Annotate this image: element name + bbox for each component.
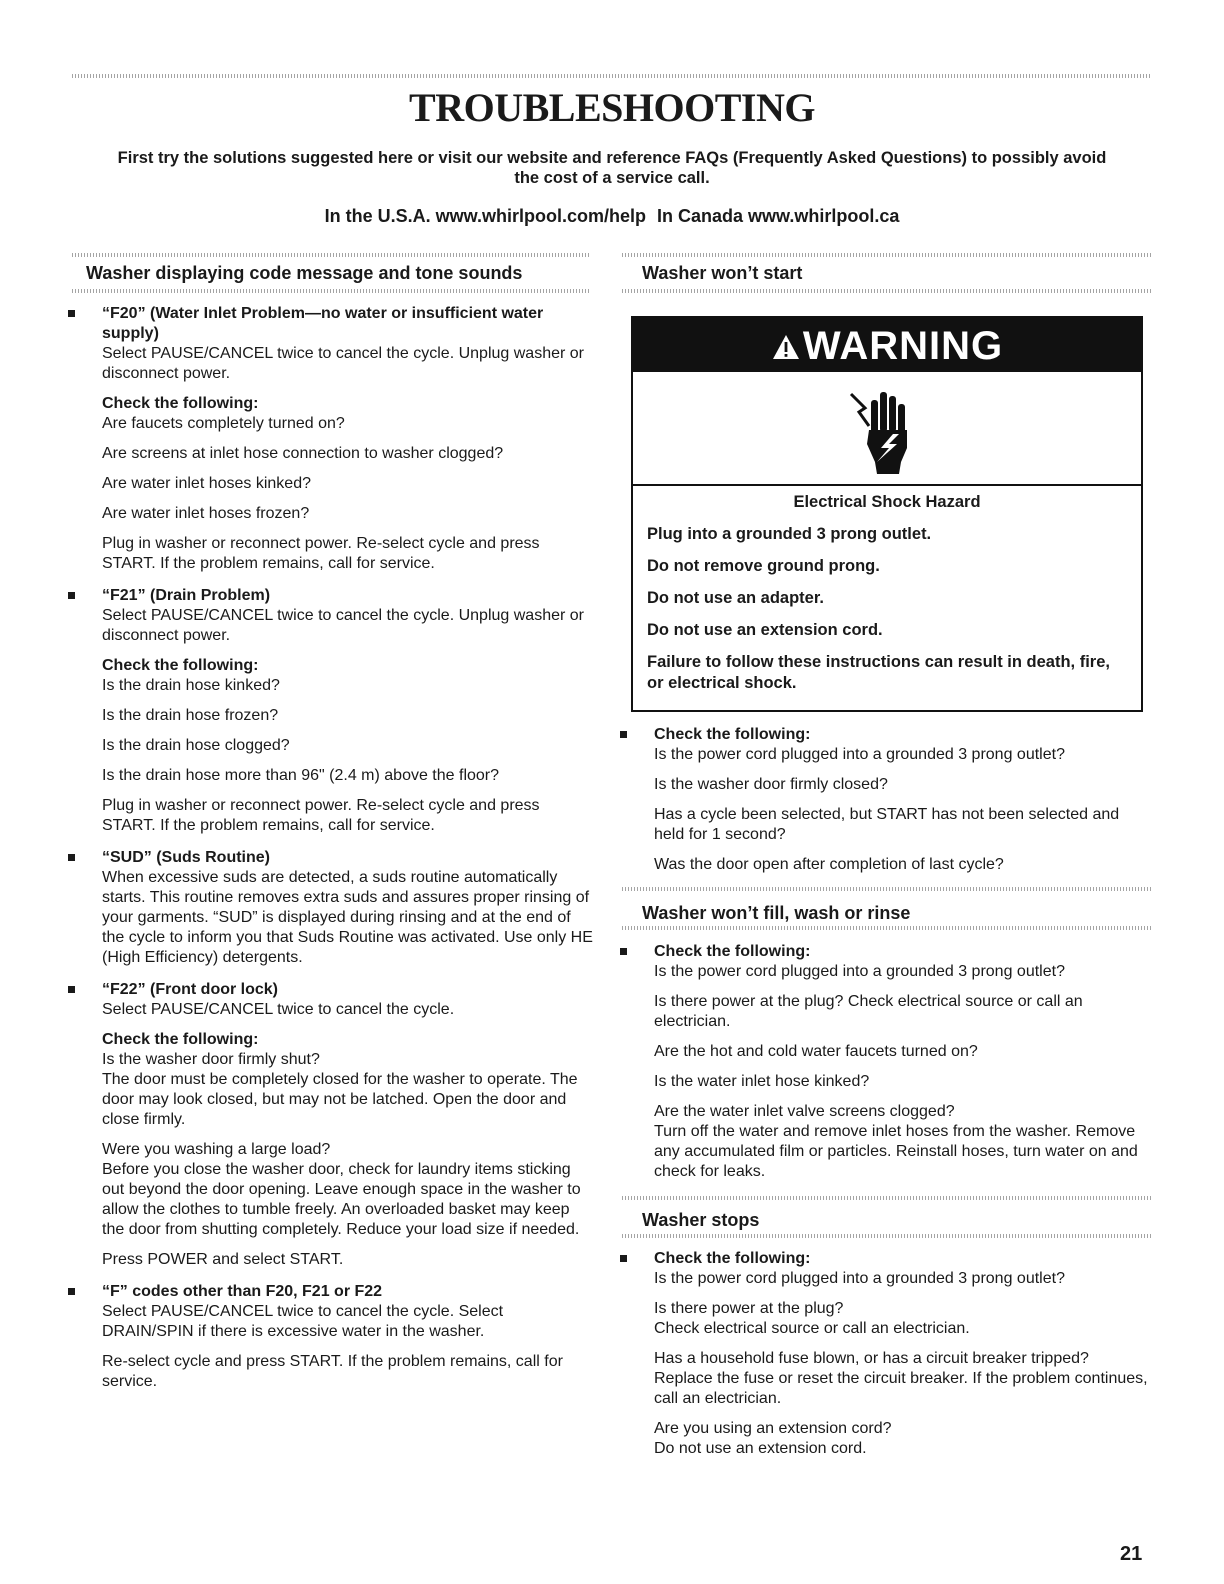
check-line: Is the power cord plugged into a grounded 3 prong outlet? — [654, 963, 1065, 980]
list-item-wont-start — [618, 725, 1148, 875]
check-heading: Check the following: — [654, 726, 811, 743]
warning-icon-area — [633, 372, 1141, 486]
item-heading: “SUD” (Suds Routine) — [102, 849, 270, 866]
check-heading: Check the following: — [102, 657, 259, 674]
page-title: TROUBLESHOOTING — [409, 85, 815, 130]
check-heading: Check the following: — [654, 943, 811, 960]
check-line: Press POWER and select START. — [102, 1251, 344, 1268]
website-ca: In Canada www.whirlpool.ca — [657, 206, 900, 226]
section-title-wont-start: Washer won’t start — [642, 263, 803, 283]
warning-triangle-icon — [771, 333, 801, 361]
bullet-icon — [68, 592, 75, 599]
bullet-icon — [68, 986, 75, 993]
electrical-shock-icon — [837, 378, 917, 478]
item-text: Select PAUSE/CANCEL twice to cancel the cycle. Unplug washer or disconnect power. — [102, 345, 584, 382]
stops-section-rule-top — [622, 1196, 1152, 1200]
check-line: Are the hot and cold water faucets turned on? — [654, 1043, 978, 1060]
list-item-f-other — [66, 1282, 596, 1392]
section-title-wont-fill: Washer won’t fill, wash or rinse — [642, 903, 911, 923]
item-text: When excessive suds are detected, a suds routine automatically starts. This routine removes extra suds and assures proper rinsing of your garments. “SUD” is displayed during rinsing and at the end of the cycle to inform you that Suds Routine was activated. Use only HE (High Efficiency) detergents. — [102, 869, 593, 966]
warning-line: Do not use an adapter. — [647, 589, 824, 607]
warning-header-label: WARNING — [802, 324, 1004, 368]
check-line: Are faucets completely turned on? — [102, 415, 345, 432]
check-line: Is the drain hose kinked? — [102, 677, 280, 694]
page-number: 21 — [1120, 1543, 1143, 1565]
top-rule — [72, 74, 1152, 78]
check-line: Is the drain hose frozen? — [102, 707, 279, 724]
left-section-rule-top — [72, 253, 590, 257]
list-item-washer-stops — [618, 1249, 1148, 1459]
check-heading: Check the following: — [654, 1250, 811, 1267]
section-title-washer-stops: Washer stops — [642, 1210, 760, 1230]
warning-line: Do not use an extension cord. — [647, 621, 883, 639]
item-heading: “F22” (Front door lock) — [102, 981, 278, 998]
check-line: Check electrical source or call an electrician. — [654, 1320, 970, 1337]
list-item-f21 — [66, 586, 596, 836]
right-section-rule-bottom — [622, 289, 1152, 293]
check-line: Is the washer door firmly closed? — [654, 776, 888, 793]
check-line: Is there power at the plug? Check electrical source or call an electrician. — [654, 993, 1083, 1030]
right-section-rule-top — [622, 253, 1152, 257]
warning-line: Plug into a grounded 3 prong outlet. — [647, 525, 932, 543]
item-text: Re-select cycle and press START. If the problem remains, call for service. — [102, 1353, 563, 1390]
check-line: Is the power cord plugged into a grounded 3 prong outlet? — [654, 746, 1065, 763]
check-line: Is the water inlet hose kinked? — [654, 1073, 870, 1090]
list-item-f22 — [66, 980, 596, 1270]
check-line: Were you washing a large load? — [102, 1141, 331, 1158]
bullet-icon — [68, 854, 75, 861]
check-line: Do not use an extension cord. — [654, 1440, 867, 1457]
item-text: Select PAUSE/CANCEL twice to cancel the cycle. — [102, 1001, 455, 1018]
check-line: Was the door open after completion of last cycle? — [654, 856, 1004, 873]
bullet-icon — [68, 310, 75, 317]
item-text: Select PAUSE/CANCEL twice to cancel the cycle. Unplug washer or disconnect power. — [102, 607, 584, 644]
bullet-icon — [620, 1255, 627, 1262]
check-line: Is there power at the plug? — [654, 1300, 844, 1317]
item-heading: “F21” (Drain Problem) — [102, 587, 271, 604]
section-title-code-message: Washer displaying code message and tone sounds — [86, 263, 523, 283]
item-heading: “F” codes other than F20, F21 or F22 — [102, 1283, 383, 1300]
check-heading: Check the following: — [102, 1031, 259, 1048]
check-line: Has a household fuse blown, or has a circuit breaker tripped? — [654, 1350, 1089, 1367]
check-line: Are water inlet hoses frozen? — [102, 505, 310, 522]
warning-line: Do not remove ground prong. — [647, 557, 880, 575]
section-wont-start-title — [622, 262, 1152, 284]
check-line: Are the water inlet valve screens clogged? — [654, 1103, 955, 1120]
section-washer-stops — [618, 1209, 1148, 1459]
list-item-sud — [66, 848, 596, 968]
fill-section-rule-top — [622, 887, 1152, 891]
check-line: Plug in washer or reconnect power. Re-select cycle and press START. If the problem remains, call for service. — [102, 797, 540, 834]
warning-body — [633, 486, 1141, 694]
left-column — [66, 262, 596, 1392]
item-heading: “F20” (Water Inlet Problem—no water or insufficient water supply) — [102, 305, 544, 342]
list-item-f20 — [66, 304, 596, 574]
item-text: Select PAUSE/CANCEL twice to cancel the cycle. Select DRAIN/SPIN if there is excessive water in the washer. — [102, 1303, 504, 1340]
warning-header — [633, 318, 1141, 372]
check-line: Has a cycle been selected, but START has not been selected and held for 1 second? — [654, 806, 1120, 843]
intro-text: First try the solutions suggested here or visit our website and reference FAQs (Frequently Asked Questions) to possibly avoid the cost of a service call. — [117, 149, 1107, 187]
check-line: Is the washer door firmly shut? — [102, 1051, 320, 1068]
list-item-wont-fill — [618, 942, 1148, 1182]
check-line: Is the power cord plugged into a grounded 3 prong outlet? — [654, 1270, 1065, 1287]
check-line: Are screens at inlet hose connection to washer clogged? — [102, 445, 504, 462]
check-line: Turn off the water and remove inlet hoses from the washer. Remove any accumulated film or particles. Reinstall hoses, turn water on and check for leaks. — [654, 1123, 1138, 1180]
check-line: Replace the fuse or reset the circuit breaker. If the problem continues, call an electrician. — [654, 1370, 1148, 1407]
warning-line: Failure to follow these instructions can result in death, fire, or electrical shock. — [647, 653, 1110, 692]
website-us: In the U.S.A. www.whirlpool.com/help — [324, 206, 646, 226]
check-heading: Check the following: — [102, 395, 259, 412]
bullet-icon — [620, 731, 627, 738]
bullet-icon — [620, 948, 627, 955]
check-line: Before you close the washer door, check for laundry items sticking out beyond the door opening. Leave enough space in the washer to allow the clothes to tumble freely. An overloaded basket may keep the door from shutting completely. Reduce your load size if needed. — [102, 1161, 581, 1238]
warning-box — [631, 316, 1143, 712]
hazard-title: Electrical Shock Hazard — [793, 493, 981, 511]
check-line: Is the drain hose clogged? — [102, 737, 290, 754]
check-line: Are you using an extension cord? — [654, 1420, 892, 1437]
bullet-icon — [68, 1288, 75, 1295]
check-line: Plug in washer or reconnect power. Re-select cycle and press START. If the problem remains, call for service. — [102, 535, 540, 572]
wont-start-checklist — [618, 713, 1148, 875]
website-line — [112, 205, 1112, 227]
section-wont-fill — [618, 902, 1148, 1182]
check-line: The door must be completely closed for the washer to operate. The door may look closed, but may not be latched. Open the door and close firmly. — [102, 1071, 578, 1128]
check-line: Are water inlet hoses kinked? — [102, 475, 311, 492]
check-line: Is the drain hose more than 96" (2.4 m) above the floor? — [102, 767, 500, 784]
